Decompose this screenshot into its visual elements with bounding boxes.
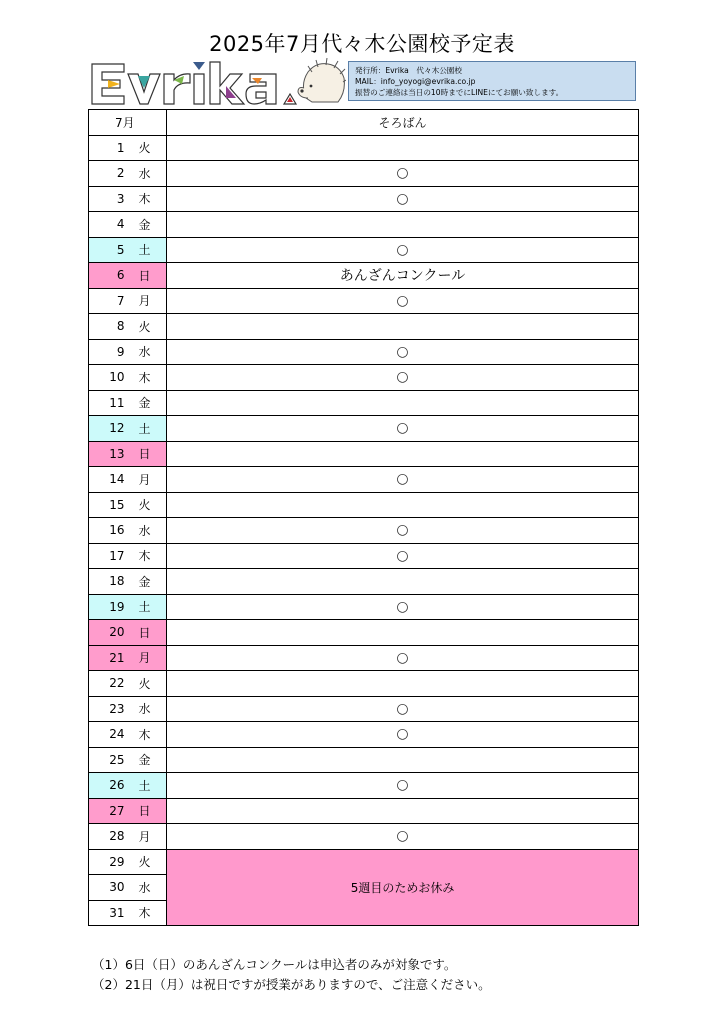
table-row	[89, 722, 639, 748]
table-row	[89, 492, 639, 518]
day-number: 25	[89, 747, 129, 773]
activity-cell	[167, 747, 639, 773]
table-row	[89, 288, 639, 314]
table-row	[89, 339, 639, 365]
day-number: 16	[89, 518, 129, 544]
table-row	[89, 747, 639, 773]
activity-cell: ○	[167, 696, 639, 722]
day-number: 10	[89, 365, 129, 391]
day-number: 13	[89, 441, 129, 467]
day-number: 24	[89, 722, 129, 748]
table-row	[89, 824, 639, 850]
activity-cell	[167, 569, 639, 595]
activity-cell: ○	[167, 543, 639, 569]
evrika-logo	[90, 58, 346, 106]
day-number: 18	[89, 569, 129, 595]
activity-cell: ○	[167, 416, 639, 442]
weekday: 土	[129, 773, 167, 799]
day-number: 30	[89, 875, 129, 901]
mail-line: MAIL：info_yoyogi@evrika.co.jp	[355, 77, 476, 86]
activity-cell: ○	[167, 339, 639, 365]
day-number: 15	[89, 492, 129, 518]
weekday: 木	[129, 186, 167, 212]
activity-header: そろばん	[167, 110, 639, 136]
day-number: 19	[89, 594, 129, 620]
activity-cell: ○	[167, 518, 639, 544]
day-number: 4	[89, 212, 129, 238]
table-row	[89, 416, 639, 442]
activity-cell: ○	[167, 237, 639, 263]
activity-cell: ○	[167, 186, 639, 212]
day-number: 3	[89, 186, 129, 212]
weekday: 月	[129, 467, 167, 493]
schedule-table	[88, 109, 639, 926]
table-row	[89, 773, 639, 799]
table-row	[89, 390, 639, 416]
table-row	[89, 314, 639, 340]
activity-cell: ○	[167, 288, 639, 314]
activity-cell	[167, 212, 639, 238]
table-row	[89, 620, 639, 646]
activity-cell: ○	[167, 467, 639, 493]
table-row	[89, 798, 639, 824]
day-number: 6	[89, 263, 129, 289]
weekday: 水	[129, 875, 167, 901]
weekday: 日	[129, 620, 167, 646]
weekday: 土	[129, 416, 167, 442]
weekday: 金	[129, 569, 167, 595]
day-number: 31	[89, 900, 129, 926]
day-number: 23	[89, 696, 129, 722]
note-1: （1）6日（日）のあんざんコンクールは申込者のみが対象です。	[92, 957, 457, 972]
table-row	[89, 186, 639, 212]
weekday: 火	[129, 492, 167, 518]
weekday: 木	[129, 900, 167, 926]
activity-cell	[167, 798, 639, 824]
weekday: 水	[129, 161, 167, 187]
weekday: 木	[129, 722, 167, 748]
notes	[92, 955, 491, 995]
activity-cell	[167, 671, 639, 697]
table-row	[89, 161, 639, 187]
weekday: 木	[129, 543, 167, 569]
weekday: 水	[129, 339, 167, 365]
day-number: 28	[89, 824, 129, 850]
table-row	[89, 135, 639, 161]
activity-cell	[167, 441, 639, 467]
holiday-notice: 5週目のためお休み	[167, 849, 639, 926]
table-row	[89, 237, 639, 263]
table-row	[89, 594, 639, 620]
weekday: 水	[129, 696, 167, 722]
weekday: 火	[129, 849, 167, 875]
weekday: 月	[129, 824, 167, 850]
day-number: 21	[89, 645, 129, 671]
weekday: 日	[129, 263, 167, 289]
day-number: 14	[89, 467, 129, 493]
activity-cell	[167, 390, 639, 416]
weekday: 月	[129, 288, 167, 314]
activity-cell: ○	[167, 773, 639, 799]
weekday: 日	[129, 798, 167, 824]
activity-cell: ○	[167, 645, 639, 671]
day-number: 7	[89, 288, 129, 314]
table-row	[89, 543, 639, 569]
activity-cell	[167, 314, 639, 340]
day-number: 5	[89, 237, 129, 263]
publisher-line: 発行所：Evrika 代々木公園校	[355, 66, 462, 75]
weekday: 月	[129, 645, 167, 671]
table-row	[89, 569, 639, 595]
day-number: 12	[89, 416, 129, 442]
note-2: （2）21日（月）は祝日ですが授業がありますので、ご注意ください。	[92, 977, 491, 992]
day-number: 2	[89, 161, 129, 187]
day-number: 17	[89, 543, 129, 569]
activity-cell: ○	[167, 722, 639, 748]
day-number: 8	[89, 314, 129, 340]
hedgehog-icon	[298, 58, 346, 102]
activity-cell: ○	[167, 594, 639, 620]
table-row	[89, 467, 639, 493]
table-row	[89, 212, 639, 238]
transfer-note-line: 振替のご連絡は当日の10時までにLINEにてお願い致します。	[355, 88, 564, 97]
table-row	[89, 441, 639, 467]
page-title: 2025年7月代々木公園校予定表	[209, 32, 515, 56]
day-number: 1	[89, 135, 129, 161]
day-number: 26	[89, 773, 129, 799]
table-row	[89, 696, 639, 722]
weekday: 金	[129, 747, 167, 773]
activity-cell	[167, 492, 639, 518]
activity-cell: ○	[167, 365, 639, 391]
table-row	[89, 263, 639, 289]
day-number: 11	[89, 390, 129, 416]
day-number: 9	[89, 339, 129, 365]
table-row	[89, 849, 639, 875]
table-header-row	[89, 110, 639, 136]
info-box	[348, 61, 636, 101]
activity-cell: あんざんコンクール	[167, 263, 639, 289]
day-number: 29	[89, 849, 129, 875]
day-number: 27	[89, 798, 129, 824]
table-row	[89, 518, 639, 544]
weekday: 土	[129, 594, 167, 620]
weekday: 金	[129, 212, 167, 238]
table-row	[89, 671, 639, 697]
day-number: 20	[89, 620, 129, 646]
weekday: 水	[129, 518, 167, 544]
weekday: 火	[129, 314, 167, 340]
weekday: 土	[129, 237, 167, 263]
day-number: 22	[89, 671, 129, 697]
month-header: 7月	[89, 110, 167, 136]
weekday: 木	[129, 365, 167, 391]
activity-cell	[167, 620, 639, 646]
table-row	[89, 645, 639, 671]
activity-cell: ○	[167, 161, 639, 187]
table-row	[89, 365, 639, 391]
weekday: 金	[129, 390, 167, 416]
activity-cell	[167, 135, 639, 161]
activity-cell: ○	[167, 824, 639, 850]
weekday: 火	[129, 671, 167, 697]
weekday: 日	[129, 441, 167, 467]
weekday: 火	[129, 135, 167, 161]
